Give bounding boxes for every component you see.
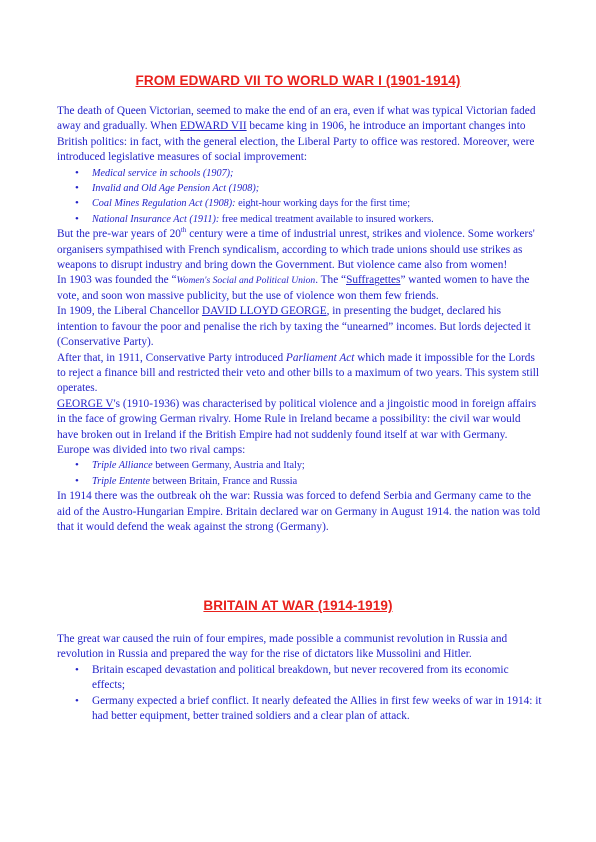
paragraph: [57, 104, 543, 166]
superscript: th: [180, 226, 187, 235]
text: between Britain, France and Russia: [150, 475, 298, 487]
text: . The “: [315, 274, 347, 287]
list-item: [57, 474, 543, 489]
paragraph: In 1914 there was the outbreak oh the war: Russia was forced to defend Serbia and Germany came to the aid of the Austro-Hungarian Empire. Britain declared war on Germany in August 1914. the nation was told that it would defend the weak against the strong (Germany).: [57, 490, 541, 533]
section-body: [57, 632, 543, 724]
list-item: [57, 458, 543, 473]
paragraph: The great war caused the ruin of four empires, made possible a communist revolution in Russia and revolution in Russia and prepared the way for the rise of dictators like Mussolini and Hitler.: [57, 633, 508, 661]
text: After that, in 1911, Conservative Party introduced: [57, 351, 286, 364]
edward-vii-link[interactable]: EDWARD VII: [179, 120, 247, 133]
paragraph: [57, 304, 543, 350]
camp-name: Triple Entente: [92, 475, 151, 487]
text: In 1903 was founded the “: [57, 274, 177, 287]
paragraph: [57, 397, 543, 443]
section-title: FROM EDWARD VII TO WORLD WAR I (1901-1914): [135, 73, 461, 88]
act-name: Parliament Act: [285, 351, 355, 364]
section-title: BRITAIN AT WAR (1914-1919): [203, 598, 393, 613]
list-item: • Germany expected a brief conflict. It nearly defeated the Allies in first few weeks of war in 1914: it had better equipment, better trained soldiers and a clear plan of attack.: [57, 694, 543, 725]
george-v-link[interactable]: GEORGE V: [57, 397, 114, 410]
list-item: [57, 166, 543, 181]
text: became king in 1906, he introduce an important changes into British politics: in fact, with the general election, the Liberal Party to office was restored. Moreover, were introduced legislative measures of social improvement:: [57, 120, 535, 164]
text: The death of Queen Victorian, seemed to make the end of an era, even if what was typical Victorian faded away and gradually. When: [57, 105, 536, 133]
union-name: Women's Social and Political Union: [176, 275, 316, 287]
text: century were a time of industrial unrest, strikes and violence. Some workers' organisers sympathised with French syndicalism, according to which trade unions should use strikes as weapons to disrupt industry and bring down the Government. But violence came also from women!: [57, 228, 535, 272]
text: which made it impossible for the Lords to reject a finance bill and restricted their veto and other bills to a maximum of two years. This system still operates.: [57, 351, 539, 395]
war-list: [57, 663, 543, 725]
measures-list: [57, 166, 543, 228]
text: between Germany, Austria and Italy;: [152, 460, 305, 472]
measure-name: Invalid and Old Age Pension Act (1908);: [92, 183, 260, 195]
text: ” wanted women to have the vote, and soon won massive publicity, but the use of violence won them few friends.: [57, 274, 530, 302]
lloyd-george-link[interactable]: DAVID LLOYD GEORGE: [201, 305, 327, 318]
measure-name: Medical service in schools (1907);: [92, 167, 234, 179]
text: In 1909, the Liberal Chancellor: [57, 305, 202, 318]
list-item: [57, 212, 543, 227]
suffragettes-link[interactable]: Suffragettes: [346, 274, 401, 287]
section-body: [57, 104, 543, 535]
text: But the pre-war years of 20: [57, 228, 181, 241]
text: eight-hour working days for the first time;: [235, 198, 411, 210]
camps-list: [57, 458, 543, 489]
text: free medical treatment available to insured workers.: [219, 213, 434, 225]
camp-name: Triple Alliance: [92, 460, 153, 472]
paragraph: [57, 227, 543, 273]
paragraph: [57, 273, 543, 304]
measure-name: National Insurance Act (1911):: [92, 213, 220, 225]
text: 's (1910-1936) was characterised by political violence and a jingoistic mood in foreign affairs in the face of growing German rivalry. Home Rule in Ireland became a possibility: the civil war would have broken out in Ireland if the British Empire had not suddenly found itself at war with Germany.: [57, 397, 537, 441]
text: , in presenting the budget, declared his intention to favour the poor and penalise the rich by taxing the “unearned” incomes. But lords dejected it (Conservative Party).: [57, 305, 531, 349]
paragraph: [57, 351, 543, 397]
list-item: [57, 181, 543, 196]
list-item: [57, 196, 543, 211]
measure-name: Coal Mines Regulation Act (1908):: [92, 198, 236, 210]
paragraph: Europe was divided into two rival camps:: [57, 443, 246, 456]
list-item: • Britain escaped devastation and political breakdown, but never recovered from its economic effects;: [57, 663, 543, 694]
